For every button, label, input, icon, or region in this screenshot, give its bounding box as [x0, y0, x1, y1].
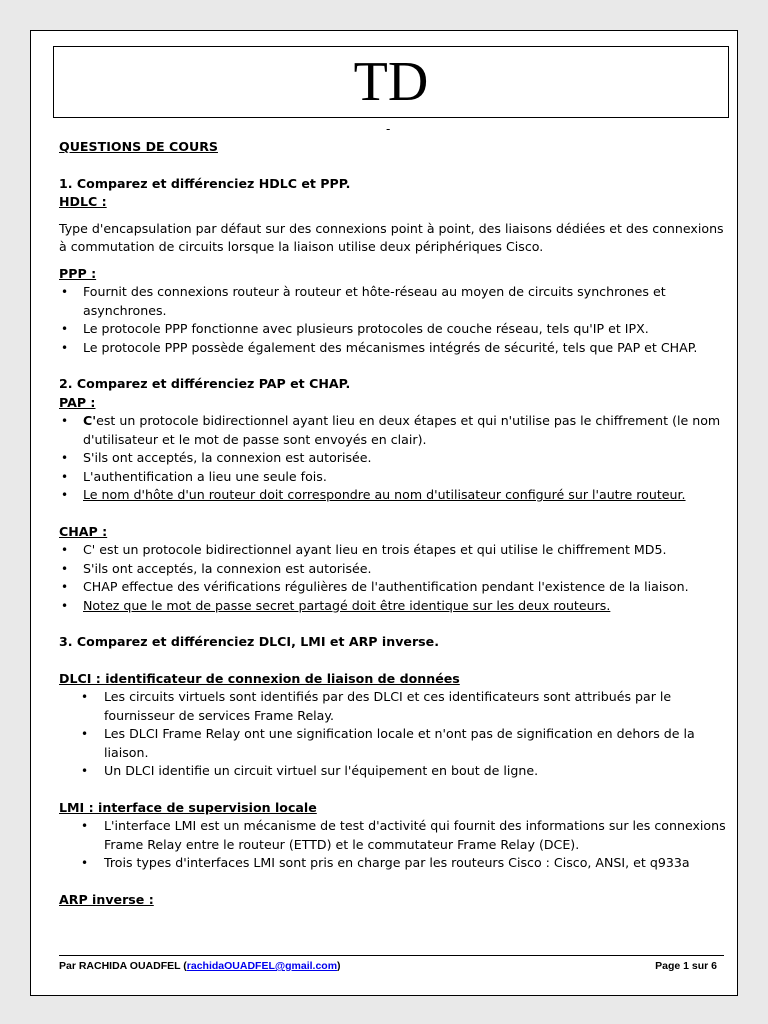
pap-first-rest: est un protocole bidirectionnel ayant lieu en deux étapes et qui n'utilise pas le chiffrement (le nom d'utilisateur et le mot de passe sont envoyés en clair).	[83, 413, 721, 447]
list-item	[59, 486, 727, 505]
author-email-link[interactable]: rachidaOUADFEL@gmail.com	[186, 960, 338, 972]
document-title: TD	[353, 51, 429, 113]
pap-label: PAP :	[59, 394, 96, 410]
list-item: • S'ils ont acceptés, la connexion est autorisée.	[59, 449, 727, 468]
title-dash: -	[386, 122, 391, 136]
list-item: • Trois types d'interfaces LMI sont pris en charge par les routeurs Cisco : Cisco, ANSI, et q933a	[59, 854, 727, 873]
list-item: • Fournit des connexions routeur à routeur et hôte-réseau au moyen de circuits synchrones et asynchrones.	[59, 283, 727, 320]
dlci-label: DLCI : identificateur de connexion de liaison de données	[59, 670, 460, 686]
arp-inverse-label: ARP inverse :	[59, 891, 154, 907]
hdlc-label: HDLC :	[59, 194, 107, 209]
document-page	[30, 30, 738, 996]
chap-underlined-note: Notez que le mot de passe secret partagé doit être identique sur les deux routeurs.	[83, 597, 611, 613]
section-heading: QUESTIONS DE COURS	[59, 139, 218, 154]
title-box	[53, 46, 729, 118]
list-item	[59, 597, 727, 616]
pap-list	[59, 412, 727, 505]
footer-divider	[59, 955, 724, 956]
ppp-label: PPP :	[59, 265, 97, 281]
list-item: • Le protocole PPP possède également des mécanismes intégrés de sécurité, tels que PAP et CHAP.	[59, 339, 727, 358]
list-item: • Les circuits virtuels sont identifiés par des DLCI et ces identificateurs sont attribués par le fournisseur de services Frame Relay.	[59, 688, 727, 725]
pap-first-bold: C'	[83, 413, 97, 428]
list-item	[59, 412, 727, 449]
list-item: • Les DLCI Frame Relay ont une signification locale et n'ont pas de signification en dehors de la liaison.	[59, 725, 727, 762]
chap-list	[59, 541, 727, 615]
list-item: • CHAP effectue des vérifications régulières de l'authentification pendant l'existence de la liaison.	[59, 578, 727, 597]
lmi-label: LMI : interface de supervision locale	[59, 799, 317, 815]
list-item: • S'ils ont acceptés, la connexion est autorisée.	[59, 560, 727, 579]
list-item: • C' est un protocole bidirectionnel ayant lieu en trois étapes et qui utilise le chiffrement MD5.	[59, 541, 727, 560]
list-item: • Un DLCI identifie un circuit virtuel sur l'équipement en bout de ligne.	[59, 762, 727, 781]
document-content	[59, 138, 727, 909]
lmi-list	[59, 817, 727, 873]
list-item: • L'authentification a lieu une seule fois.	[59, 468, 727, 487]
dlci-list	[59, 688, 727, 781]
chap-label: CHAP :	[59, 523, 108, 539]
page-number: Page 1 sur 6	[655, 960, 717, 972]
pap-underlined-note: Le nom d'hôte d'un routeur doit correspondre au nom d'utilisateur configuré sur l'autre routeur.	[83, 487, 686, 502]
page-footer	[59, 960, 717, 972]
ppp-list	[59, 283, 727, 357]
footer-author-end: )	[337, 960, 341, 972]
question-1: 1. Comparez et différenciez HDLC et PPP.	[59, 175, 351, 191]
footer-author: Par RACHIDA OUADFEL (	[59, 960, 187, 972]
list-item: • L'interface LMI est un mécanisme de test d'activité qui fournit des informations sur les connexions Frame Relay entre le routeur (ETTD) et le commutateur Frame Relay (DCE).	[59, 817, 727, 854]
list-item: • Le protocole PPP fonctionne avec plusieurs protocoles de couche réseau, tels qu'IP et IPX.	[59, 320, 727, 339]
hdlc-text: Type d'encapsulation par défaut sur des connexions point à point, des liaisons dédiées et des connexions à commutation de circuits lorsque la liaison utilise deux périphériques Cisco.	[59, 220, 724, 254]
question-2: 2. Comparez et différenciez PAP et CHAP.	[59, 376, 351, 391]
question-3: 3. Comparez et différenciez DLCI, LMI et ARP inverse.	[59, 634, 439, 649]
